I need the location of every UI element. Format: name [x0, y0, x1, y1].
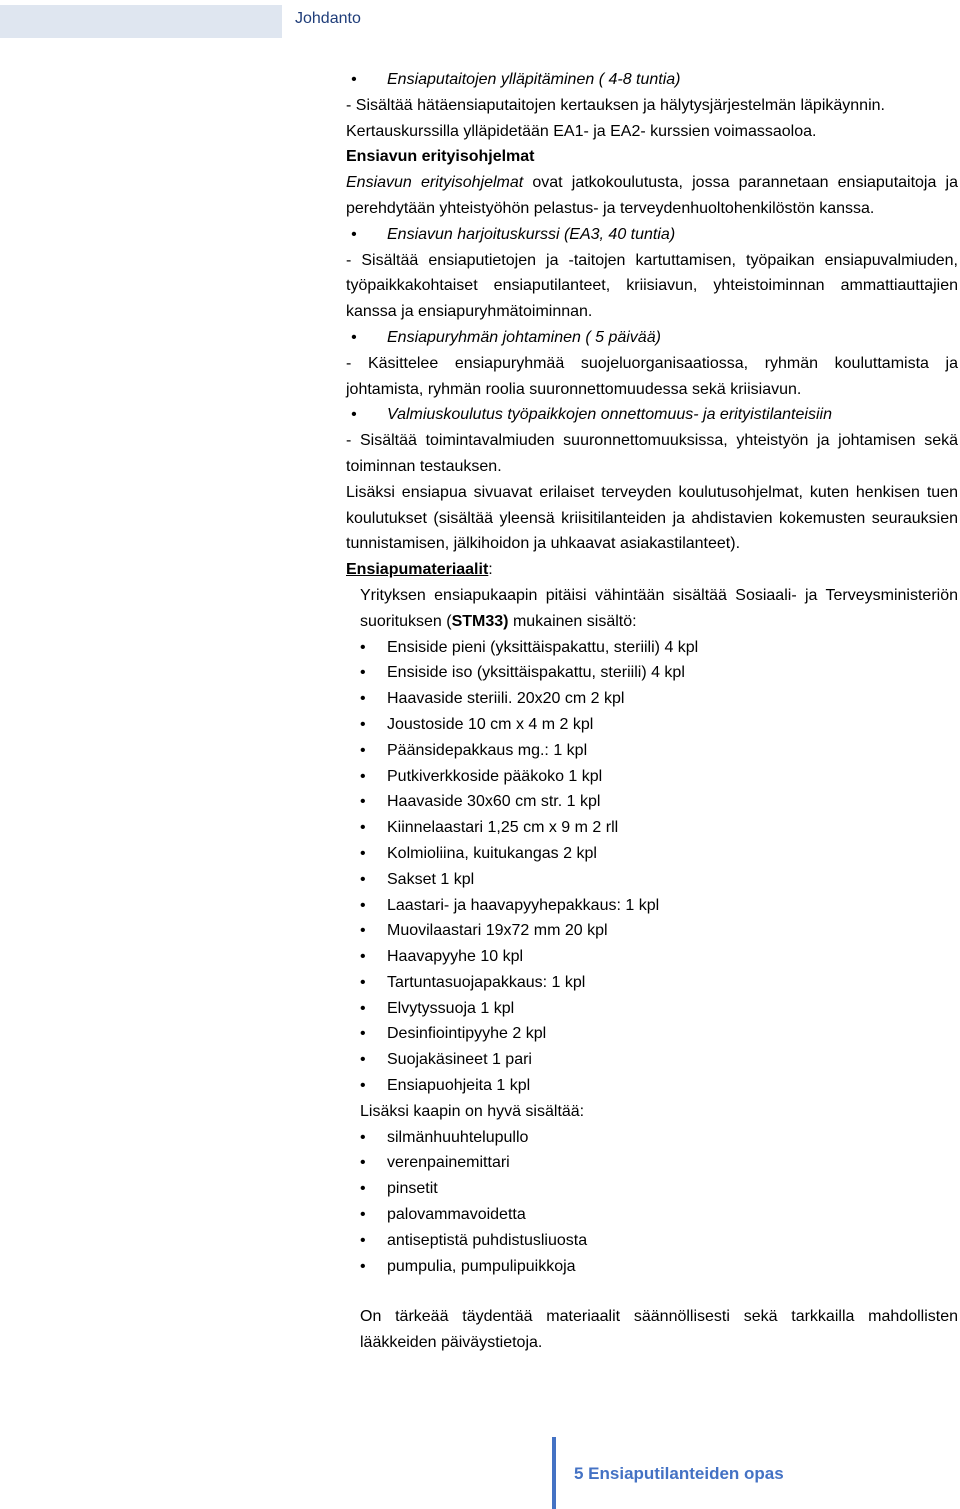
list-item: • silmänhuuhtelupullo: [360, 1125, 958, 1151]
list-item: • Desinfiointipyyhe 2 kpl: [360, 1021, 958, 1047]
list-item: • pinsetit: [360, 1176, 958, 1202]
list-item: • Suojakäsineet 1 pari: [360, 1047, 958, 1073]
page-footer: [552, 1437, 952, 1509]
list-item: • Ensiside pieni (yksittäispakattu, steriili) 4 kpl: [360, 635, 958, 661]
header-decoration: [0, 5, 282, 38]
list-item: • Kolmioliina, kuitukangas 2 kpl: [360, 841, 958, 867]
materiaalit-colon: :: [488, 561, 493, 579]
list-item: • Haavaside 30x60 cm str. 1 kpl: [360, 789, 958, 815]
erityisohjelmat-lead: Ensiavun erityisohjelmat: [346, 174, 524, 192]
kertaus-text: Kertauskurssilla ylläpidetään EA1- ja EA2- kurssien voimassaoloa.: [346, 122, 817, 140]
list-item: • Muovilaastari 19x72 mm 20 kpl: [360, 918, 958, 944]
bullet-harjoituskurssi: • Ensiavun harjoituskurssi (EA3, 40 tuntia): [346, 222, 958, 248]
kaappi-stm: STM33): [451, 612, 509, 630]
list-item: • Elvytyssuoja 1 kpl: [360, 996, 958, 1022]
list-item: • palovammavoidetta: [360, 1202, 958, 1228]
erityisohjelmat-heading: Ensiavun erityisohjelmat: [346, 148, 535, 166]
bullet-ensiapuryhma: • Ensiapuryhmän johtaminen ( 5 päivää): [346, 325, 958, 351]
spacer: [346, 1279, 958, 1304]
footer-page-label: 5 Ensiaputilanteiden opas: [574, 1464, 784, 1483]
bullet-harjoituskurssi-text: - Sisältää ensiaputietojen ja -taitojen kartuttamisen, työpaikan ensiapuvalmiuden, työpaikkakohtaiset ensiaputilanteet, kriisiavun, yhteistoiminnan ammattiauttajien kanssa ja ensiapuryhmätoiminnan.: [346, 251, 958, 321]
list-item: • Putkiverkkoside pääkoko 1 kpl: [360, 764, 958, 790]
list-item: • antiseptistä puhdistusliuosta: [360, 1228, 958, 1254]
list-item: • Kiinnelaastari 1,25 cm x 9 m 2 rll: [360, 815, 958, 841]
list-item: • Laastari- ja haavapyyhepakkaus: 1 kpl: [360, 893, 958, 919]
list-item: • Tartuntasuojapakkaus: 1 kpl: [360, 970, 958, 996]
header-title: Johdanto: [295, 10, 361, 27]
erityisohjelmat-text: [346, 170, 958, 222]
bullet-ensiapuryhma-text: - Käsittelee ensiapuryhmää suojeluorganisaatiossa, ryhmän kouluttamista ja johtamista, ryhmän roolia suuronnettomuudessa sekä kriisiavun.: [346, 354, 958, 398]
page-header: [0, 0, 960, 40]
list-item: • Päänsidepakkaus mg.: 1 kpl: [360, 738, 958, 764]
list-item: • Joustoside 10 cm x 4 m 2 kpl: [360, 712, 958, 738]
kaappi-pre: Yrityksen ensiapukaapin pitäisi vähintään sisältää Sosiaali- ja Terveysministeriön suorituksen (: [360, 586, 958, 630]
extra-list: [360, 1125, 958, 1280]
bullet-ensiaputaitojen-text: - Sisältää hätäensiaputaitojen kertauksen ja hälytysjärjestelmän läpikäynnin.: [346, 96, 885, 114]
list-item: • Haavaside steriili. 20x20 cm 2 kpl: [360, 686, 958, 712]
kaappi-list: [360, 635, 958, 1099]
lisaksi-text: Lisäksi ensiapua sivuavat erilaiset terveyden koulutusohjelmat, kuten henkisen tuen koulutukset (sisältää yleensä kriisitilanteiden ja ahdistavien kokemusten seurauksien tunnistamisen, jälkihoidon ja uhkaavat asiakastilanteet).: [346, 483, 958, 553]
list-item: • Sakset 1 kpl: [360, 867, 958, 893]
list-item: • Ensiside iso (yksittäispakattu, steriili) 4 kpl: [360, 660, 958, 686]
materiaalit-heading-line: [346, 557, 958, 583]
bullet-ensiaputaitojen: • Ensiaputaitojen ylläpitäminen ( 4-8 tuntia): [346, 67, 958, 93]
closing-text: On tärkeää täydentää materiaalit säännöllisesti sekä tarkkailla mahdollisten lääkkeiden päiväystietoja.: [360, 1308, 958, 1352]
document-body: [346, 67, 958, 1356]
list-item: • Haavapyyhe 10 kpl: [360, 944, 958, 970]
bullet-valmiuskoulutus: • Valmiuskoulutus työpaikkojen onnettomuus- ja erityistilanteisiin: [346, 402, 958, 428]
list-item: • Ensiapuohjeita 1 kpl: [360, 1073, 958, 1099]
kaappi-intro: [360, 583, 958, 635]
list-item: • verenpainemittari: [360, 1150, 958, 1176]
kaappi-post: mukainen sisältö:: [508, 612, 637, 630]
list-item: • pumpulia, pumpulipuikkoja: [360, 1254, 958, 1280]
materiaalit-heading: Ensiapumateriaalit: [346, 561, 489, 579]
erityisohjelmat-body: ovat jatkokoulutusta, jossa parannetaan ensiaputaitoja ja perehdytään yhteistyöhön pelastus- ja terveydenhuoltohenkilöstön kanssa.: [346, 174, 958, 217]
extra-intro: Lisäksi kaapin on hyvä sisältää:: [360, 1102, 585, 1120]
footer-rule: [552, 1437, 556, 1509]
bullet-valmiuskoulutus-text: - Sisältää toimintavalmiuden suuronnettomuuksissa, yhteistyön ja johtamisen sekä toiminnan testauksen.: [346, 432, 958, 475]
